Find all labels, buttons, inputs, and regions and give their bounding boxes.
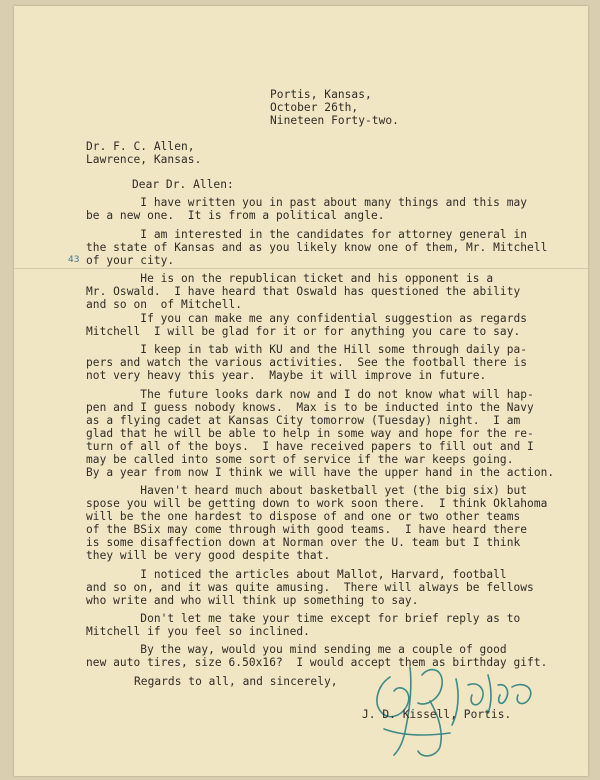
- body-line: they will be very good despite that.: [86, 549, 331, 562]
- body-line: of the BSix may come through with good teams. I have heard there: [86, 523, 528, 536]
- letterhead-year: Nineteen Forty-two.: [270, 114, 399, 127]
- fold-crease: [14, 268, 588, 269]
- typed-signature: J. D. Kissell, Portis.: [362, 708, 512, 721]
- body-line: not very heavy this year. Maybe it will improve in future.: [86, 369, 487, 382]
- letterhead-date: October 26th,: [270, 101, 359, 114]
- body-line: will be the one hardest to dispose of and one or two other teams: [86, 510, 521, 523]
- body-line: By the way, would you mind sending me a couple of good: [86, 643, 507, 656]
- margin-annotation: 43: [68, 255, 80, 265]
- body-line: is some disaffection down at Norman over the U. team but I think: [86, 536, 521, 549]
- body-line: as a flying cadet at Kansas City tomorrow (Tuesday) night. I am: [86, 414, 521, 427]
- body-line: pen and I guess nobody knows. Max is to be inducted into the Navy: [86, 401, 534, 414]
- body-line: who write and who will think up something to say.: [86, 594, 419, 607]
- recipient-name: Dr. F. C. Allen,: [86, 140, 195, 153]
- body-line: be a new one. It is from a political angle.: [86, 209, 385, 222]
- body-line: spose you will be getting down to work soon there. I think Oklahoma: [86, 497, 548, 510]
- body-line: By a year from now I think we will have the upper hand in the action.: [86, 466, 555, 479]
- body-line: Mitchell I will be glad for it or for anything you care to say.: [86, 325, 521, 338]
- body-line: may be called into some sort of service if the war keeps going.: [86, 453, 514, 466]
- body-line: Don't let me take your time except for brief reply as to: [86, 612, 521, 625]
- body-line: pers and watch the various activities. See the football there is: [86, 356, 528, 369]
- body-line: I keep in tab with KU and the Hill some through daily pa-: [86, 343, 528, 356]
- closing: Regards to all, and sincerely,: [134, 675, 338, 688]
- body-line: glad that he will be able to help in some way and hope for the re-: [86, 427, 534, 440]
- body-line: and so on of Mitchell.: [86, 298, 243, 311]
- body-line: Mr. Oswald. I have heard that Oswald has questioned the ability: [86, 285, 521, 298]
- body-line: new auto tires, size 6.50x16? I would accept them as birthday gift.: [86, 656, 548, 669]
- body-line: and so on, and it was quite amusing. There will always be fellows: [86, 581, 534, 594]
- body-line: Haven't heard much about basketball yet (the big six) but: [86, 484, 528, 497]
- body-line: Mitchell if you feel so inclined.: [86, 625, 310, 638]
- body-line: I have written you in past about many things and this may: [86, 196, 528, 209]
- body-line: I am interested in the candidates for attorney general in: [86, 228, 528, 241]
- body-line: turn of all of the boys. I have received papers to fill out and I: [86, 440, 534, 453]
- body-line: The future looks dark now and I do not know what will hap-: [86, 388, 534, 401]
- body-line: He is on the republican ticket and his opponent is a: [86, 272, 494, 285]
- body-line: of your city.: [86, 254, 175, 267]
- body-line: I noticed the articles about Mallot, Harvard, football: [86, 568, 507, 581]
- body-line: the state of Kansas and as you likely know one of them, Mr. Mitchell: [86, 241, 548, 254]
- body-line: If you can make me any confidential suggestion as regards: [86, 312, 528, 325]
- letterhead-place: Portis, Kansas,: [270, 88, 372, 101]
- salutation: Dear Dr. Allen:: [132, 178, 234, 191]
- recipient-city: Lawrence, Kansas.: [86, 153, 202, 166]
